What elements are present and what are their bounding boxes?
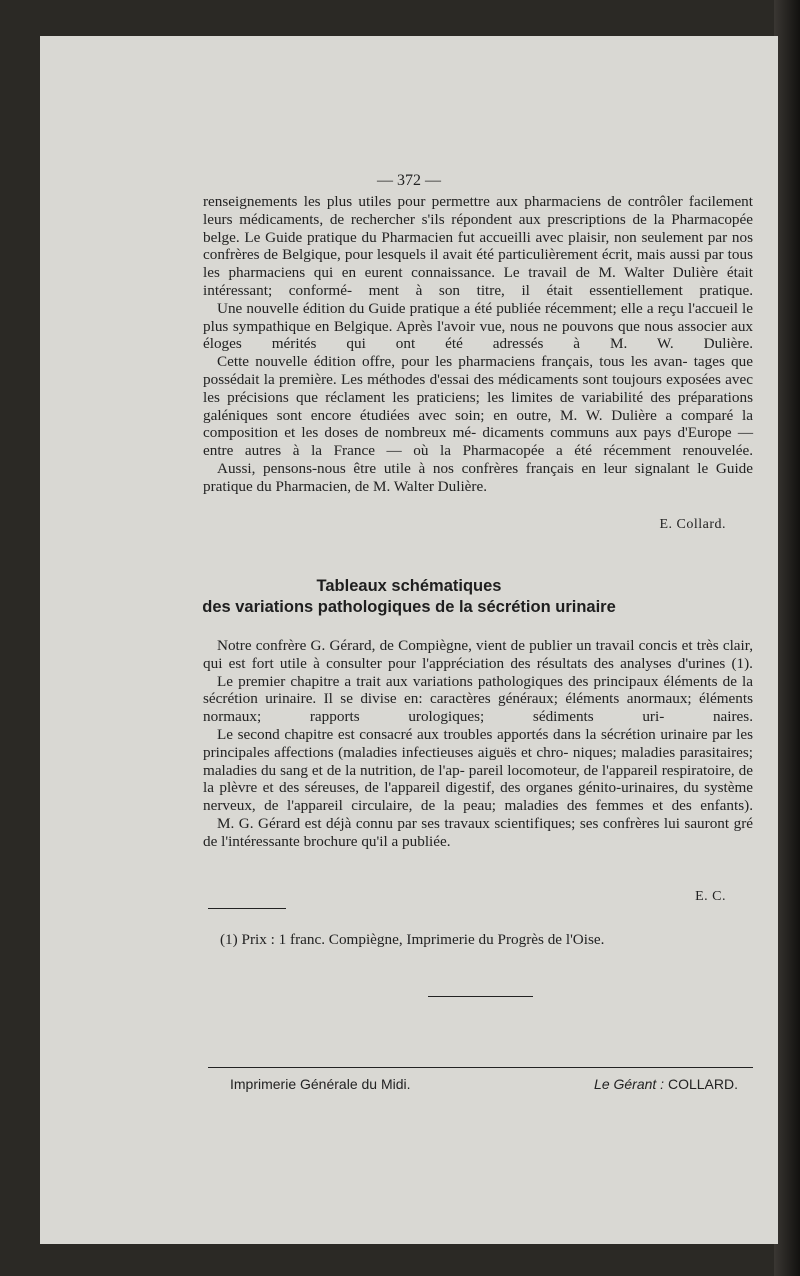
- review2-paragraph-4: [203, 815, 753, 851]
- review1-paragraph-1: [203, 193, 753, 300]
- review-guide-pratique: [203, 193, 753, 496]
- line: l'appareil circulaire, de la peau; maladies des femmes et des enfants).: [286, 797, 753, 815]
- line: de variabilité des préparations galéniques sont encore étudiées avec soin; en: [203, 388, 753, 424]
- line: éléments anormaux; éléments normaux; rapports urologiques; sédiments uri-: [203, 690, 754, 726]
- review2-paragraph-2: [203, 673, 753, 726]
- review2-paragraph-3: [203, 726, 753, 815]
- line: des analyses d'urines (1).: [593, 654, 753, 672]
- footer-rule: [208, 1067, 753, 1068]
- line: lui sauront gré de l'intéressante brochure qu'il a publiée.: [203, 814, 753, 850]
- line: Le premier chapitre a trait aux variations pathologiques des principaux: [217, 672, 659, 690]
- page-number: — 372 —: [377, 172, 441, 189]
- review-tableaux-schematiques: [203, 637, 753, 851]
- review2-paragraph-1: [203, 637, 753, 673]
- line: Le second chapitre est consacré aux troubles apportés dans la sécrétion: [217, 725, 656, 743]
- line: que nous associer aux éloges mérités qui ont été adressés à M. W. Dulière.: [203, 317, 754, 353]
- line: toujours exposées avec les précisions que réclament les praticiens; les limites: [203, 370, 753, 406]
- line: l'accueil le plus sympathique en Belgique. Après l'avoir vue, nous ne pouvons: [203, 299, 753, 335]
- review1-paragraph-4: [203, 460, 753, 496]
- line: naires.: [712, 708, 753, 726]
- line: été particulièrement écrit, mais aussi par tous les pharmaciens qui en eurent: [203, 246, 753, 282]
- manager-name: COLLARD.: [667, 1076, 738, 1092]
- footnote: (1) Prix : 1 franc. Compiègne, Imprimerie du Progrès de l'Oise.: [220, 931, 605, 948]
- line: de l'appareil digestif, des organes génito-urinaires, du système nerveux, de: [203, 779, 754, 815]
- line: outre, M. W. Dulière a comparé la composition et les doses de nombreux mé-: [203, 406, 753, 442]
- line: niques; maladies parasitaires; maladies du sang et de la nutrition, de l'ap-: [203, 743, 754, 779]
- review2-signature: E. C.: [695, 889, 726, 904]
- line: éléments de la sécrétion urinaire. Il se divise en: caractères généraux;: [203, 672, 753, 708]
- article-title: [40, 576, 778, 618]
- document-page: [40, 36, 778, 1244]
- line: ment à son titre, il était essentiellement pratique.: [368, 281, 753, 299]
- line: tages que possédait la première. Les méthodes d'essai des médicaments sont: [203, 353, 753, 388]
- line: pareil locomoteur, de l'appareil respiratoire, de la plèvre et des séreuses,: [203, 761, 753, 797]
- review1-paragraph-3: [203, 353, 753, 460]
- line: Pharmacopée a été récemment renouvelée.: [462, 442, 753, 460]
- line: et très clair, qui est fort utile à consulter pour l'appréciation des résultats: [203, 637, 753, 672]
- article-title-line-1: Tableaux schématiques: [316, 577, 502, 595]
- end-rule: [428, 996, 533, 997]
- line: Notre confrère G. Gérard, de Compiègne, vient de publier un travail concis: [217, 637, 678, 654]
- line: de la Pharmacopée belge. Le Guide pratique du Pharmacien fut accueilli avec: [203, 210, 754, 246]
- line: Aussi, pensons-nous être utile à nos confrères français en leur signalant: [217, 459, 690, 477]
- line: urinaire par les principales affections (maladies infectieuses aiguës et chro-: [203, 725, 753, 761]
- line: Une nouvelle édition du Guide pratique a été publiée récemment; elle a reçu: [217, 299, 684, 317]
- line: le Guide pratique du Pharmacien, de M. Walter Dulière.: [203, 459, 754, 495]
- article-title-line-2: des variations pathologiques de la sécrétion urinaire: [202, 598, 616, 616]
- manager-label: Le Gérant :: [594, 1076, 665, 1092]
- printer-name: Imprimerie Générale du Midi.: [230, 1076, 411, 1092]
- footnote-separator: [208, 908, 286, 909]
- line: facilement leurs médicaments, de rechercher s'ils répondent aux prescriptions: [203, 193, 753, 228]
- line: Cette nouvelle édition offre, pour les pharmaciens français, tous les avan-: [217, 353, 688, 371]
- line: M. G. Gérard est déjà connu par ses travaux scientifiques; ses confrères: [217, 814, 660, 832]
- review1-paragraph-2: [203, 300, 753, 353]
- manager-credit: [594, 1076, 738, 1092]
- review1-signature: E. Collard.: [659, 517, 726, 532]
- line: dicaments communs aux pays d'Europe — entre autres à la France — où la: [203, 424, 754, 460]
- line: connaissance. Le travail de M. Walter Dulière était intéressant; conformé-: [203, 264, 753, 299]
- line: renseignements les plus utiles pour permettre aux pharmaciens de contrôler: [203, 193, 683, 210]
- line: plaisir, non seulement par nos confrères de Belgique, pour lesquels il avait: [203, 228, 753, 264]
